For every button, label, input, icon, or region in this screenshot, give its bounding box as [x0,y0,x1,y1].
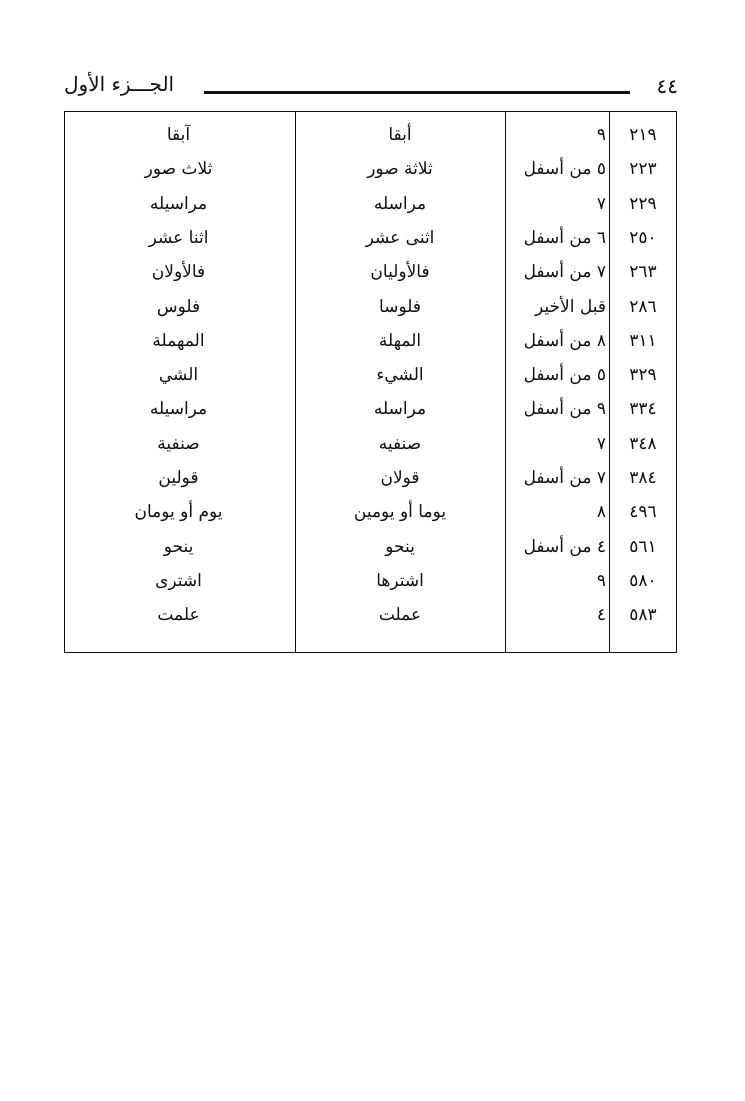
line-cell: ٥ من أسفل [523,365,606,386]
table-row [65,118,676,152]
table-row [65,427,676,461]
header-rule [204,91,630,94]
line-cell: ٧ [596,433,606,454]
wrong-cell: فلوسا [379,296,421,317]
correct-cell: مراسيله [149,193,208,214]
page-cell: ٢٨٦ [629,296,657,317]
correct-cell: اشترى [155,570,202,591]
correct-cell: اثنا عشر [148,227,209,248]
line-cell: ٤ من أسفل [523,536,606,557]
correct-cell: الشي [158,365,199,386]
correct-cell: ثلاث صور [144,159,213,180]
page-cell: ٥٨٠ [629,570,657,591]
wrong-cell: اشترها [376,570,424,591]
correct-cell: قولين [158,468,199,488]
table-row [65,598,676,632]
wrong-cell: عملت [378,605,422,626]
correct-cell: آبقا [166,125,191,145]
table-row [65,324,676,358]
page-cell: ٤٩٦ [629,502,657,523]
table-row [65,392,676,426]
page-cell: ٢٥٠ [629,227,657,248]
line-cell: ٩ [596,570,606,591]
line-cell: قبل الأخير [535,296,606,317]
table-row [65,495,676,529]
line-cell: ٨ [596,502,606,523]
line-cell: ٩ [596,125,606,145]
table-row [65,187,676,221]
page-cell: ٢٢٣ [629,159,657,180]
page-cell: ٢١٩ [629,125,657,145]
page-cell: ٢٦٣ [629,262,657,283]
correct-cell: فالأولان [151,262,206,283]
line-cell: ٧ [596,193,606,214]
wrong-cell: أبقا [388,125,412,145]
correct-cell: يوم أو يومان [134,502,223,523]
correct-cell: مراسيله [149,399,208,420]
page-cell: ٣٤٨ [629,433,657,454]
page-header [62,70,678,106]
correct-cell: علمت [157,605,200,626]
line-cell: ٨ من أسفل [523,330,606,351]
page-cell: ٥٦١ [629,536,657,557]
page-cell: ٣٨٤ [629,468,657,488]
table-row [65,530,676,564]
wrong-cell: اثنى عشر [365,227,435,248]
wrong-cell: مراسله [373,399,427,420]
wrong-cell: ينحو [385,536,415,557]
correct-cell: صنفية [157,433,200,454]
line-cell: ٤ [596,605,606,626]
wrong-cell: يوما أو يومين [353,502,447,523]
page-number: ٤٤ [656,74,678,98]
line-cell: ٦ من أسفل [523,227,606,248]
table-row [65,221,676,255]
wrong-cell: صنفيه [378,433,422,454]
page-cell: ٣٣٤ [629,399,657,420]
page-cell: ٣٢٩ [629,365,657,386]
table-row [65,358,676,392]
correct-cell: ينحو [163,536,194,557]
wrong-cell: مراسله [373,193,427,214]
wrong-cell: فالأوليان [370,262,430,283]
line-cell: ٥ من أسفل [523,159,606,180]
page-cell: ٢٢٩ [629,193,657,214]
table-row [65,152,676,186]
line-cell: ٧ من أسفل [523,262,606,283]
part-title: الجـــزء الأول [64,72,175,96]
line-cell: ٧ من أسفل [523,468,606,488]
wrong-cell: المهلة [378,330,422,351]
wrong-cell: قولان [380,468,420,488]
table-row [65,564,676,598]
table-row [65,290,676,324]
page-cell: ٣١١ [629,330,657,351]
correct-cell: فلوس [156,296,201,317]
line-cell: ٩ من أسفل [523,399,606,420]
correct-cell: المهملة [152,330,205,351]
page-cell: ٥٨٣ [629,605,657,626]
errata-table [64,111,677,653]
table-row [65,255,676,289]
wrong-cell: ثلاثة صور [367,159,433,180]
table-row [65,461,676,495]
wrong-cell: الشيء [376,365,424,386]
